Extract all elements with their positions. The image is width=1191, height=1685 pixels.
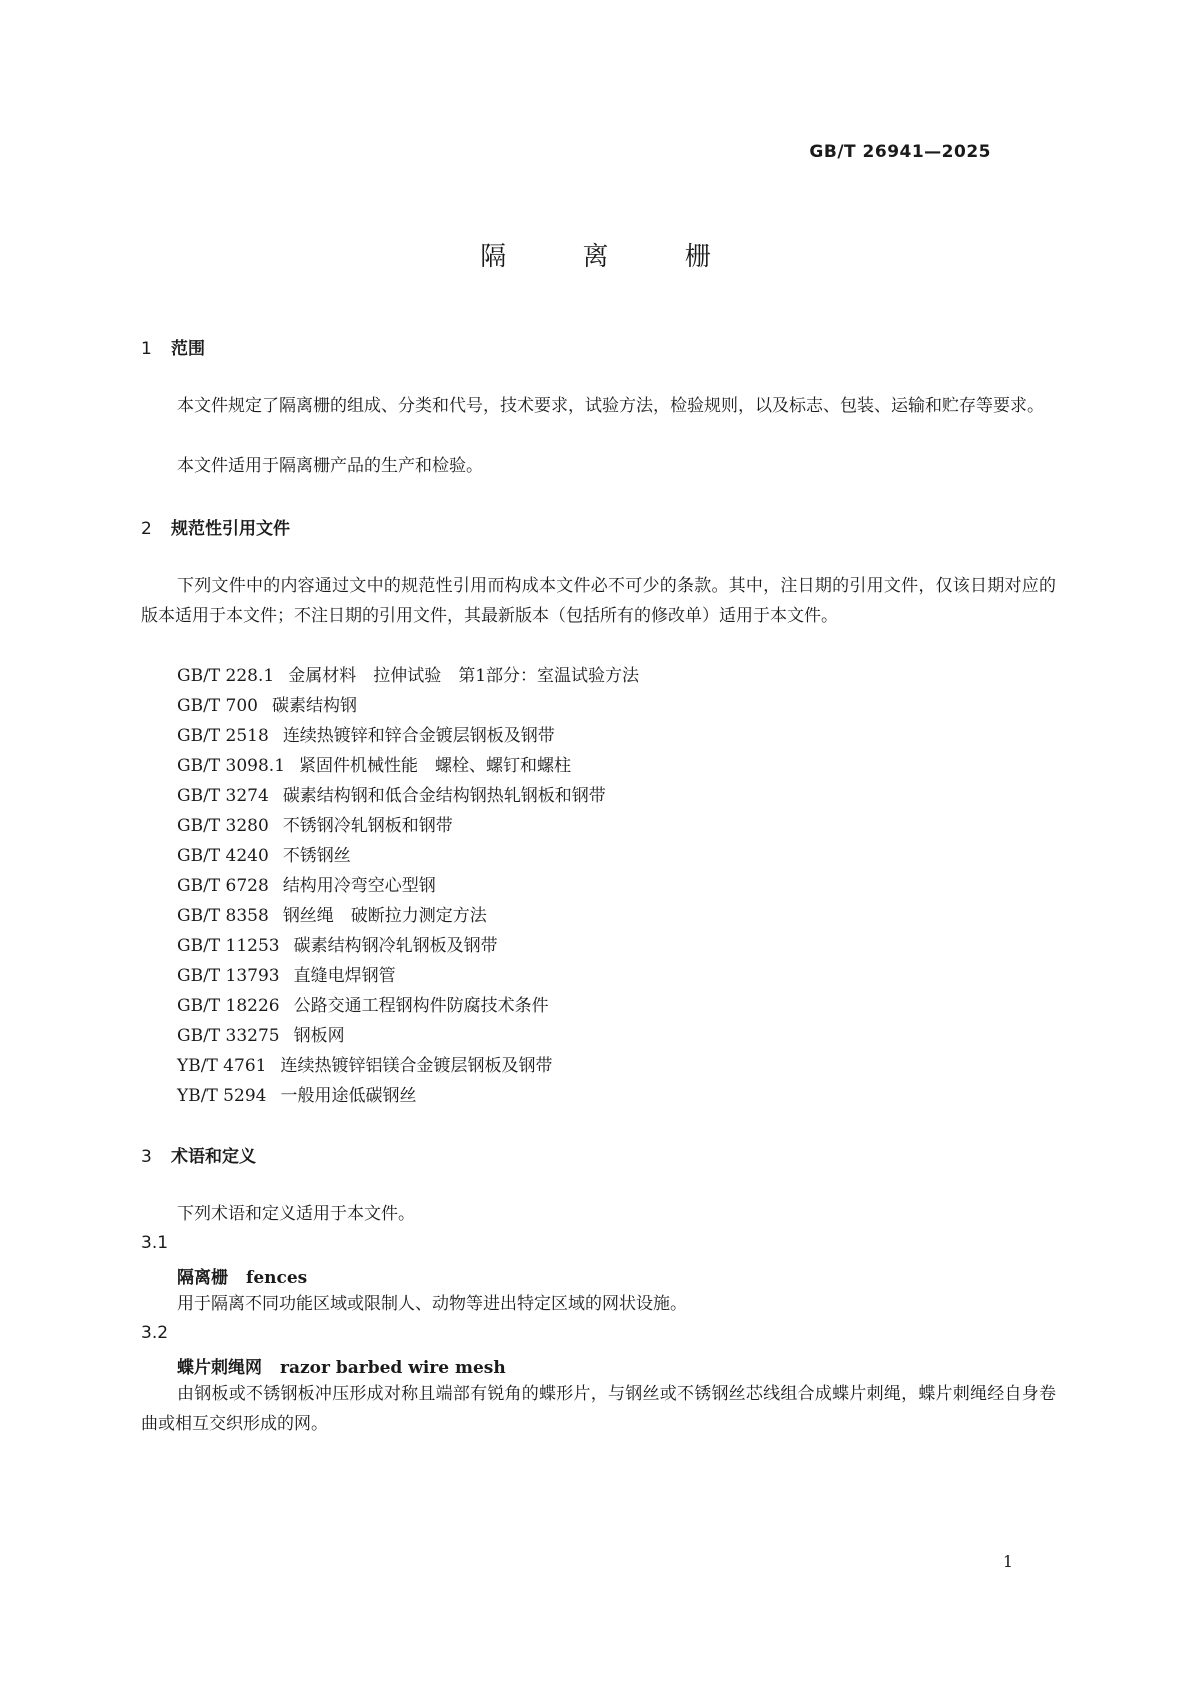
reference-code: GB/T 228.1: [177, 666, 275, 686]
page-number: 1: [1002, 1552, 1013, 1571]
reference-code: GB/T 8358: [177, 906, 269, 926]
section-1-heading: [141, 334, 205, 359]
reference-code: GB/T 3280: [177, 816, 269, 836]
reference-code: GB/T 3098.1: [177, 756, 286, 776]
section-1-number: 1: [141, 339, 152, 359]
section-1-paragraph-scope: 本文件规定了隔离栅的组成、分类和代号，技术要求，试验方法，检验规则，以及标志、包装、运输和贮存等要求。: [177, 396, 1044, 416]
reference-item: [177, 841, 351, 871]
reference-code: GB/T 18226: [177, 996, 280, 1016]
section-2-number: 2: [141, 519, 152, 539]
reference-code: GB/T 2518: [177, 726, 269, 746]
reference-code: YB/T 4761: [177, 1056, 267, 1076]
reference-item: [177, 661, 639, 691]
reference-item: [177, 871, 436, 901]
reference-item: [177, 781, 606, 811]
term-name-en: fences: [246, 1268, 308, 1288]
reference-item: [177, 1081, 416, 1111]
term-number: 3.2: [141, 1323, 169, 1343]
reference-code: GB/T 13793: [177, 966, 280, 986]
reference-item: [177, 991, 549, 1021]
reference-title: 钢丝绳 破断拉力测定方法: [282, 906, 487, 926]
section-1-title: 范围: [171, 339, 205, 359]
term-definition: 用于隔离不同功能区域或限制人、动物等进出特定区域的网状设施。: [177, 1294, 687, 1314]
reference-item: [177, 811, 453, 841]
reference-title: 碳素结构钢冷轧钢板及钢带: [293, 936, 498, 956]
reference-code: GB/T 11253: [177, 936, 280, 956]
reference-item: [177, 1021, 345, 1051]
section-2-heading: [141, 514, 290, 539]
term-definition: 由钢板或不锈钢板冲压形成对称且端部有锐角的蝶形片，与钢丝或不锈钢丝芯线组合成蝶片刺绳，蝶片刺绳经自身卷曲或相互交织形成的网。: [141, 1384, 1056, 1434]
term-name: [177, 1353, 506, 1378]
document-title: 隔 离 栅: [480, 242, 745, 272]
reference-title: 一般用途低碳钢丝: [280, 1086, 417, 1106]
reference-title: 连续热镀锌和锌合金镀层钢板及钢带: [282, 726, 555, 746]
reference-title: 连续热镀锌铝镁合金镀层钢板及钢带: [280, 1056, 553, 1076]
section-3-intro: 下列术语和定义适用于本文件。: [177, 1204, 415, 1224]
reference-code: GB/T 4240: [177, 846, 269, 866]
reference-title: 金属材料 拉伸试验 第1部分：室温试验方法: [288, 666, 640, 686]
term-name: [177, 1263, 307, 1288]
section-1-paragraph-applicability: 本文件适用于隔离栅产品的生产和检验。: [177, 456, 483, 476]
term-number: 3.1: [141, 1233, 169, 1253]
reference-title: 公路交通工程钢构件防腐技术条件: [293, 996, 549, 1016]
term-name-zh: 蝶片刺绳网: [177, 1358, 262, 1378]
reference-item: [177, 691, 357, 721]
section-2-intro: 下列文件中的内容通过文中的规范性引用而构成本文件必不可少的条款。其中，注日期的引用文件，仅该日期对应的版本适用于本文件；不注日期的引用文件，其最新版本（包括所有的修改单）适用于本文件。: [141, 576, 1056, 626]
reference-item: [177, 751, 571, 781]
reference-title: 直缝电焊钢管: [293, 966, 396, 986]
reference-title: 不锈钢冷轧钢板和钢带: [282, 816, 453, 836]
section-3-heading: [141, 1142, 256, 1167]
reference-item: [177, 931, 498, 961]
section-3-title: 术语和定义: [171, 1147, 256, 1167]
section-3-number: 3: [141, 1147, 152, 1167]
reference-item: [177, 901, 487, 931]
reference-title: 紧固件机械性能 螺栓、螺钉和螺柱: [299, 756, 572, 776]
section-2-title: 规范性引用文件: [171, 519, 290, 539]
reference-code: GB/T 6728: [177, 876, 269, 896]
reference-code: YB/T 5294: [177, 1086, 267, 1106]
reference-title: 不锈钢丝: [282, 846, 351, 866]
reference-code: GB/T 700: [177, 696, 258, 716]
reference-code: GB/T 33275: [177, 1026, 280, 1046]
reference-title: 碳素结构钢: [272, 696, 357, 716]
standard-number: GB/T 26941—2025: [809, 142, 991, 162]
reference-item: [177, 721, 555, 751]
reference-item: [177, 1051, 552, 1081]
reference-title: 碳素结构钢和低合金结构钢热轧钢板和钢带: [282, 786, 606, 806]
reference-title: 钢板网: [293, 1026, 345, 1046]
term-name-zh: 隔离栅: [177, 1268, 228, 1288]
reference-item: [177, 961, 396, 991]
reference-code: GB/T 3274: [177, 786, 269, 806]
term-name-en: razor barbed wire mesh: [280, 1358, 506, 1378]
reference-title: 结构用冷弯空心型钢: [282, 876, 436, 896]
